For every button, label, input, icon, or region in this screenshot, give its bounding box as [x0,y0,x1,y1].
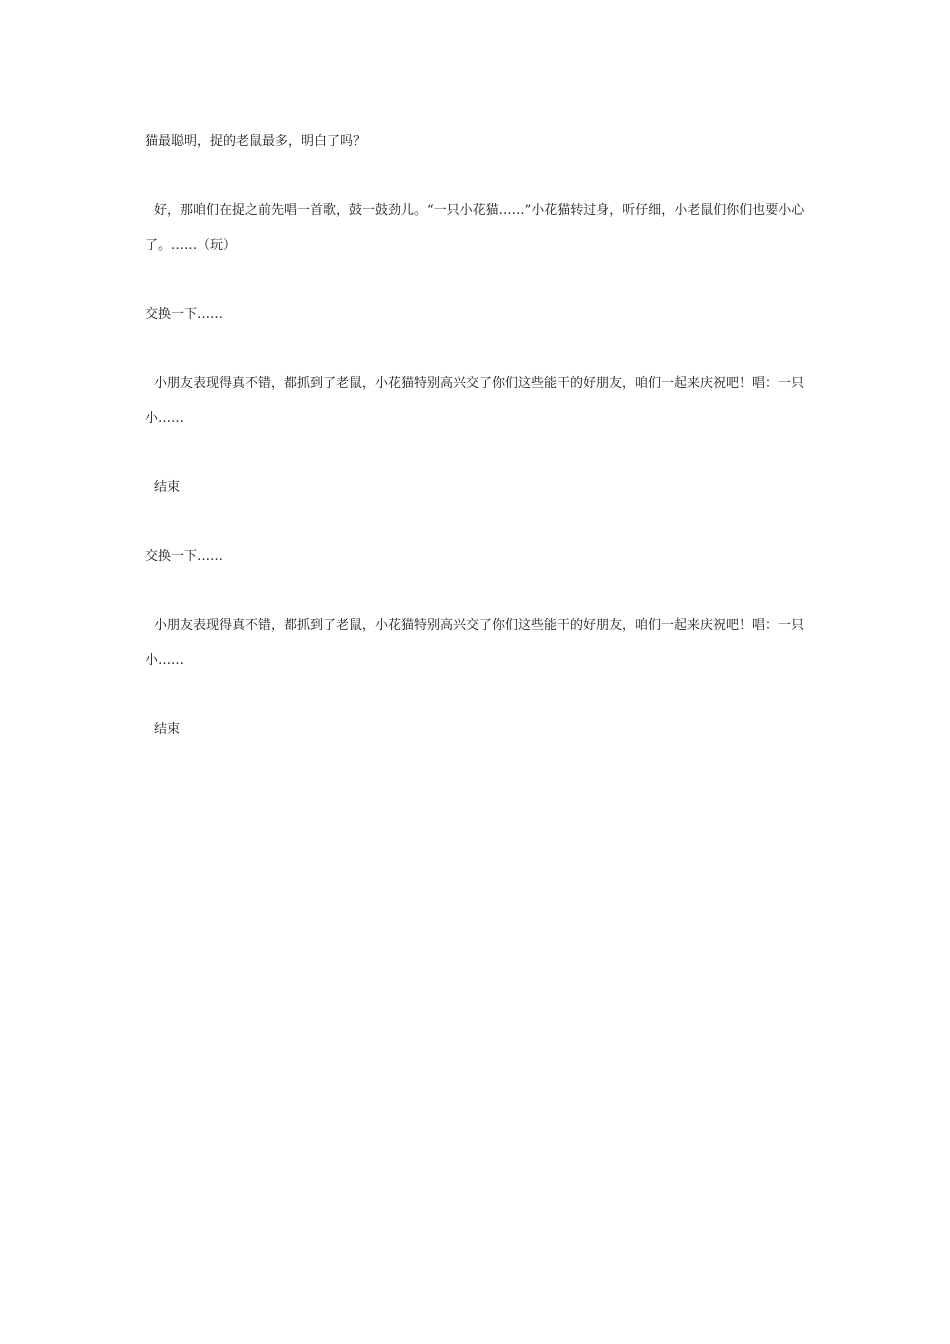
paragraph-end-2: 结束 [154,722,181,737]
paragraph-celebrate-2: 小朋友表现得真不错，都抓到了老鼠，小花猫特别高兴交了你们这些能干的好朋友，咱们一起来庆祝吧！唱：一只小…… [145,618,805,668]
paragraph-question: 猫最聪明，捉的老鼠最多，明白了吗？ [145,134,367,149]
paragraph-end-1: 结束 [154,480,181,495]
document-body [145,124,815,781]
paragraph-switch-2: 交换一下…… [145,549,224,564]
paragraph-celebrate-1: 小朋友表现得真不错，都抓到了老鼠，小花猫特别高兴交了你们这些能干的好朋友，咱们一起来庆祝吧！唱：一只小…… [145,376,805,426]
paragraph-song-intro: 好，那咱们在捉之前先唱一首歌，鼓一鼓劲儿。“一只小花猫……”小花猫转过身，听仔细，小老鼠们你们也要小心了。……（玩） [145,203,805,253]
paragraph-switch-1: 交换一下…… [145,307,224,322]
